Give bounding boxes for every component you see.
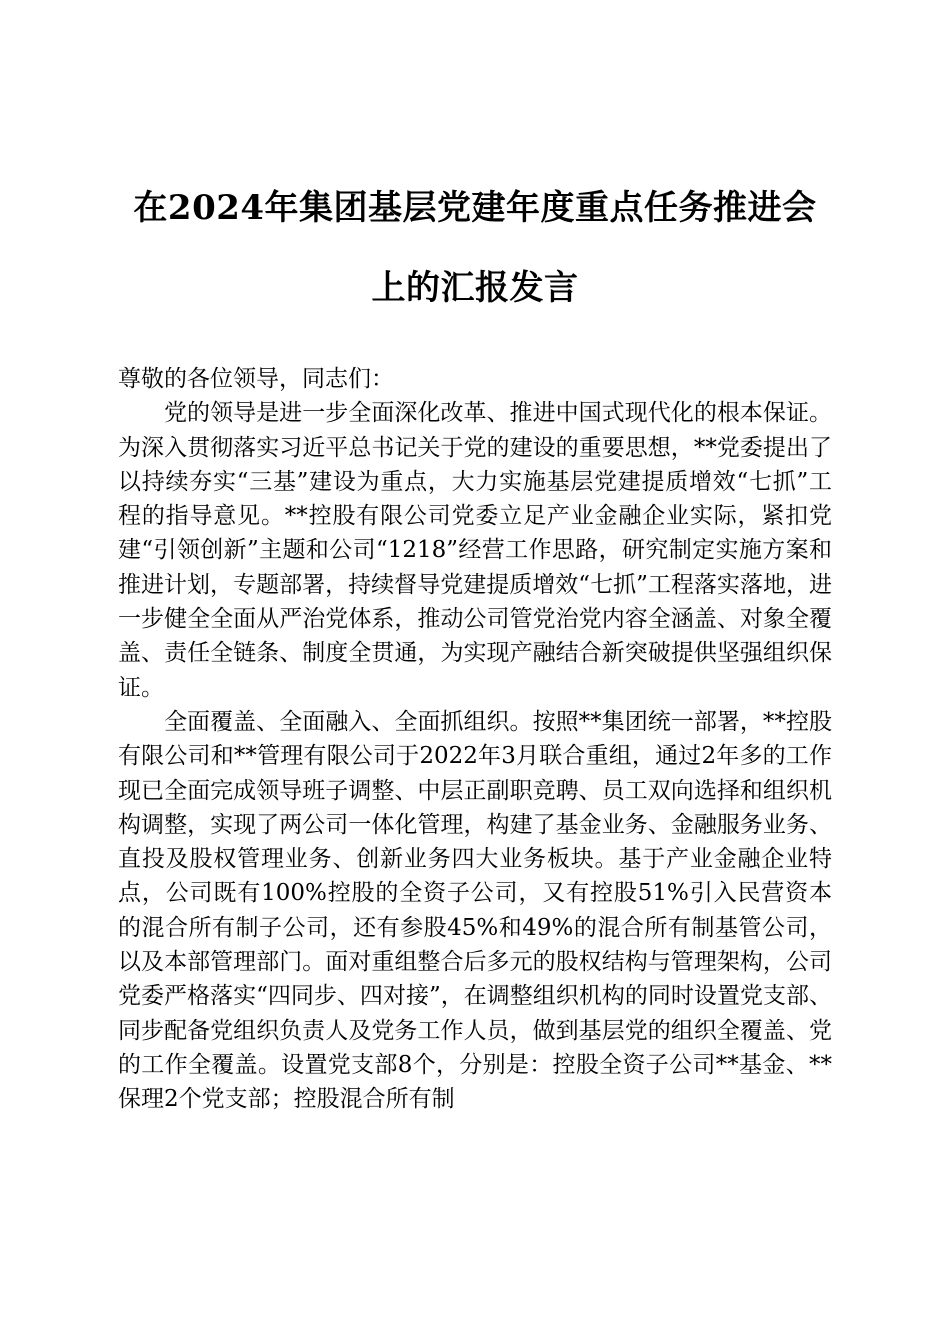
- title-line-1: 在2024年集团基层党建年度重点任务推进会: [133, 188, 817, 228]
- title-line-2: 上的汇报发言: [371, 268, 579, 308]
- document-body: [118, 362, 832, 1117]
- salutation: 尊敬的各位领导，同志们：: [118, 366, 394, 392]
- paragraph-2: 全面覆盖、全面融入、全面抓组织。按照**集团统一部署，**控股有限公司和**管理有限公司于2022年3月联合重组，通过2年多的工作现已全面完成领导班子调整、中层正副职竞聘、员工双向选择和组织机构调整，实现了两公司一体化管理，构建了基金业务、金融服务业务、直投及股权管理业务、创新业务四大业务板块。基于产业金融企业特点，公司既有100%控股的全资子公司，又有控股51%引入民营资本的混合所有制子公司，还有参股45%和49%的混合所有制基管公司，以及本部管理部门。面对重组整合后多元的股权结构与管理架构，公司党委严格落实“四同步、四对接”，在调整组织机构的同时设置党支部、同步配备党组织负责人及党务工作人员，做到基层党的组织全覆盖、党的工作全覆盖。设置党支部8个，分别是：控股全资子公司**基金、**保理2个党支部；控股混合所有制: [118, 708, 832, 1113]
- paragraph-1: 党的领导是进一步全面深化改革、推进中国式现代化的根本保证。为深入贯彻落实习近平总书记关于党的建设的重要思想，**党委提出了以持续夯实“三基”建设为重点，大力实施基层党建提质增效“七抓”工程的指导意见。**控股有限公司党委立足产业金融企业实际，紧扣党建“引领创新”主题和公司“1218”经营工作思路，研究制定实施方案和推进计划，专题部署，持续督导党建提质增效“七抓”工程落实落地，进一步健全全面从严治党体系，推动公司管党治党内容全涵盖、对象全覆盖、责任全链条、制度全贯通，为实现产融结合新突破提供坚强组织保证。: [118, 400, 832, 701]
- document-title: [100, 168, 850, 328]
